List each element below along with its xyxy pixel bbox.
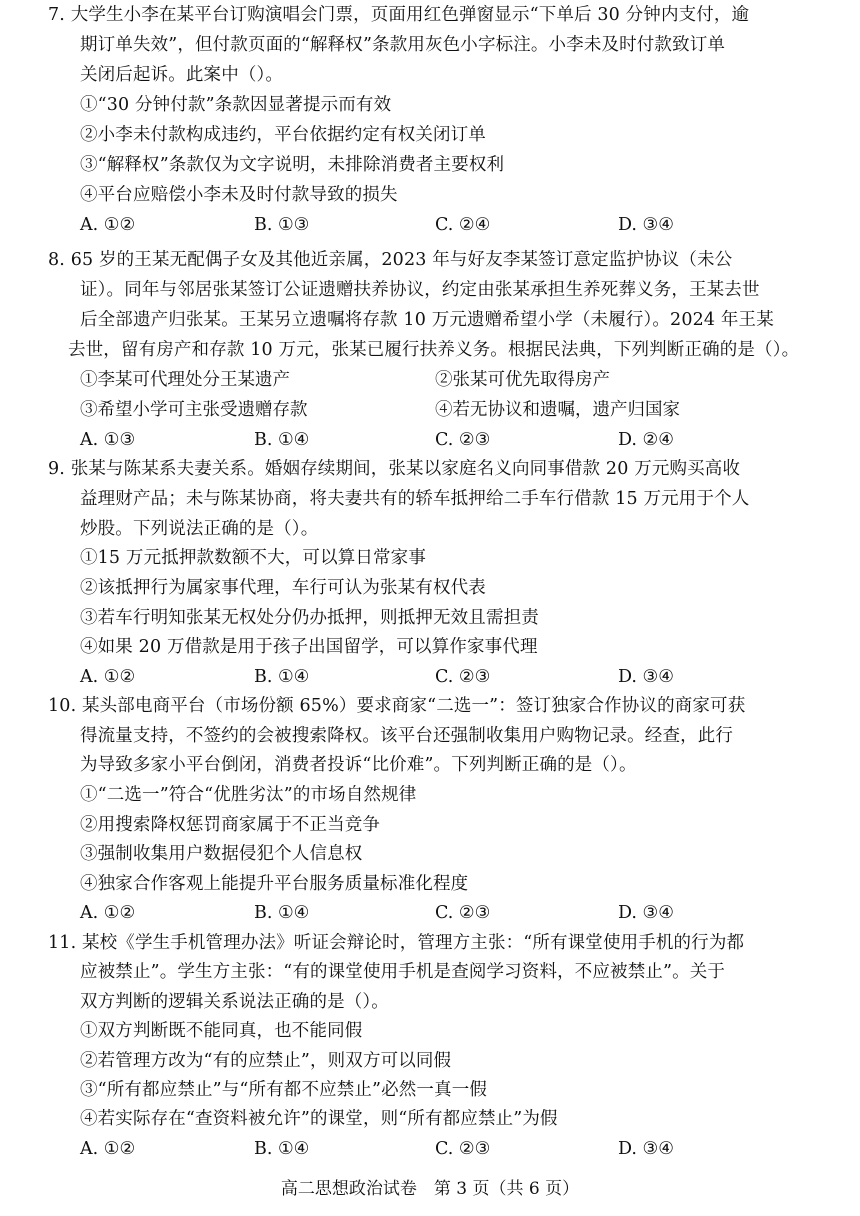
choice-c[interactable]: C. ②③ bbox=[435, 430, 491, 450]
question-11-option-2: ②若管理方改为“有的应禁止”，则双方可以同假 bbox=[80, 1051, 452, 1071]
question-9-option-2: ②该抵押行为属家事代理，车行可认为张某有权代表 bbox=[80, 578, 486, 598]
question-11-option-1: ①双方判断既不能同真，也不能同假 bbox=[80, 1021, 363, 1041]
question-9-option-4: ④如果 20 万借款是用于孩子出国留学，可以算作家事代理 bbox=[80, 637, 538, 657]
question-11-stem-line-1: 11. 某校《学生手机管理办法》听证会辩论时，管理方主张：“所有课堂使用手机的行为都 bbox=[48, 933, 745, 953]
question-9-stem-line-1: 9. 张某与陈某系夫妻关系。婚姻存续期间，张某以家庭名义向同事借款 20 万元购买高收 bbox=[48, 459, 741, 479]
choice-c[interactable]: C. ②③ bbox=[435, 903, 491, 923]
question-8-options-row-2 bbox=[80, 398, 800, 422]
choice-b[interactable]: B. ①④ bbox=[254, 430, 310, 450]
choice-b[interactable]: B. ①④ bbox=[254, 667, 310, 687]
choice-d[interactable]: D. ③④ bbox=[618, 215, 674, 235]
choice-a[interactable]: A. ①② bbox=[80, 1139, 136, 1159]
choice-d[interactable]: D. ③④ bbox=[618, 1139, 674, 1159]
question-8-stem-line-3: 后全部遗产归张某。王某另立遗嘱将存款 10 万元遗赠希望小学（未履行）。2024 年王某 bbox=[80, 310, 774, 330]
question-10-option-2: ②用搜索降权惩罚商家属于不正当竞争 bbox=[80, 815, 381, 835]
question-11-stem-line-2: 应被禁止”。学生方主张：“有的课堂使用手机是查阅学习资料，不应被禁止”。关于 bbox=[80, 962, 726, 982]
question-8-option-1: ①李某可代理处分王某遗产 bbox=[80, 370, 290, 390]
page-footer: 高二思想政治试卷 第 3 页（共 6 页） bbox=[280, 1179, 580, 1199]
question-10-stem-line-1: 10. 某头部电商平台（市场份额 65%）要求商家“二选一”：签订独家合作协议的商家可获 bbox=[48, 696, 746, 716]
question-7-option-1: ①“30 分钟付款”条款因显著提示而有效 bbox=[80, 95, 392, 115]
question-8-stem-line-1: 8. 65 岁的王某无配偶子女及其他近亲属，2023 年与好友李某签订意定监护协议（未公 bbox=[48, 250, 733, 270]
question-7-option-3: ③“解释权”条款仅为文字说明，未排除消费者主要权利 bbox=[80, 155, 505, 175]
choice-b[interactable]: B. ①④ bbox=[254, 1139, 310, 1159]
question-10-option-3: ③强制收集用户数据侵犯个人信息权 bbox=[80, 844, 363, 864]
question-9-choices bbox=[80, 665, 780, 689]
question-11-option-3: ③“所有都应禁止”与“所有都不应禁止”必然一真一假 bbox=[80, 1080, 488, 1100]
question-11-choices bbox=[80, 1137, 780, 1161]
question-7-stem-line-2: 期订单失效”，但付款页面的“解释权”条款用灰色小字标注。小李未及时付款致订单 bbox=[80, 35, 726, 55]
question-9-option-3: ③若车行明知张某无权处分仍办抵押，则抵押无效且需担责 bbox=[80, 608, 539, 628]
question-10-option-4: ④独家合作客观上能提升平台服务质量标准化程度 bbox=[80, 874, 469, 894]
question-9-stem-line-2: 益理财产品；未与陈某协商，将夫妻共有的轿车抵押给二手车行借款 15 万元用于个人 bbox=[80, 489, 750, 509]
choice-d[interactable]: D. ③④ bbox=[618, 903, 674, 923]
question-11-stem-line-3: 双方判断的逻辑关系说法正确的是（）。 bbox=[80, 992, 389, 1012]
choice-a[interactable]: A. ①② bbox=[80, 903, 136, 923]
choice-a[interactable]: A. ①③ bbox=[80, 430, 136, 450]
question-8-choices bbox=[80, 428, 780, 452]
question-8-stem-line-2: 证）。同年与邻居张某签订公证遗赠扶养协议，约定由张某承担生养死葬义务，王某去世 bbox=[80, 280, 760, 300]
question-7-stem-line-3: 关闭后起诉。此案中（）。 bbox=[80, 65, 284, 85]
question-8-options-row-1 bbox=[80, 368, 800, 392]
question-8-option-4: ④若无协议和遗嘱，遗产归国家 bbox=[435, 400, 680, 420]
question-8-stem-line-4: 去世，留有房产和存款 10 万元，张某已履行扶养义务。根据民法典，下列判断正确的是（）。 bbox=[68, 340, 800, 360]
choice-a[interactable]: A. ①② bbox=[80, 667, 136, 687]
question-8-option-3: ③希望小学可主张受遗赠存款 bbox=[80, 400, 308, 420]
question-7-option-4: ④平台应赔偿小李未及时付款导致的损失 bbox=[80, 185, 398, 205]
question-10-stem-line-3: 为导致多家小平台倒闭，消费者投诉“比价难”。下列判断正确的是（）。 bbox=[80, 755, 637, 775]
question-8-option-2: ②张某可优先取得房产 bbox=[435, 370, 610, 390]
choice-b[interactable]: B. ①④ bbox=[254, 903, 310, 923]
choice-d[interactable]: D. ②④ bbox=[618, 430, 674, 450]
question-11-option-4: ④若实际存在“查资料被允许”的课堂，则“所有都应禁止”为假 bbox=[80, 1109, 558, 1129]
choice-c[interactable]: C. ②③ bbox=[435, 1139, 491, 1159]
choice-a[interactable]: A. ①② bbox=[80, 215, 136, 235]
question-10-option-1: ①“二选一”符合“优胜劣汰”的市场自然规律 bbox=[80, 785, 417, 805]
choice-c[interactable]: C. ②③ bbox=[435, 667, 491, 687]
question-7-choices bbox=[80, 213, 780, 237]
question-10-choices bbox=[80, 901, 780, 925]
question-7-stem-line-1: 7. 大学生小李在某平台订购演唱会门票，页面用红色弹窗显示“下单后 30 分钟内支付，逾 bbox=[48, 5, 750, 25]
question-9-stem-line-3: 炒股。下列说法正确的是（）。 bbox=[80, 519, 319, 539]
choice-c[interactable]: C. ②④ bbox=[435, 215, 491, 235]
choice-b[interactable]: B. ①③ bbox=[254, 215, 310, 235]
choice-d[interactable]: D. ③④ bbox=[618, 667, 674, 687]
question-9-option-1: ①15 万元抵押款数额不大，可以算日常家事 bbox=[80, 548, 426, 568]
question-10-stem-line-2: 得流量支持，不签约的会被搜索降权。该平台还强制收集用户购物记录。经查，此行 bbox=[80, 726, 734, 746]
question-7-option-2: ②小李未付款构成违约，平台依据约定有权关闭订单 bbox=[80, 125, 486, 145]
